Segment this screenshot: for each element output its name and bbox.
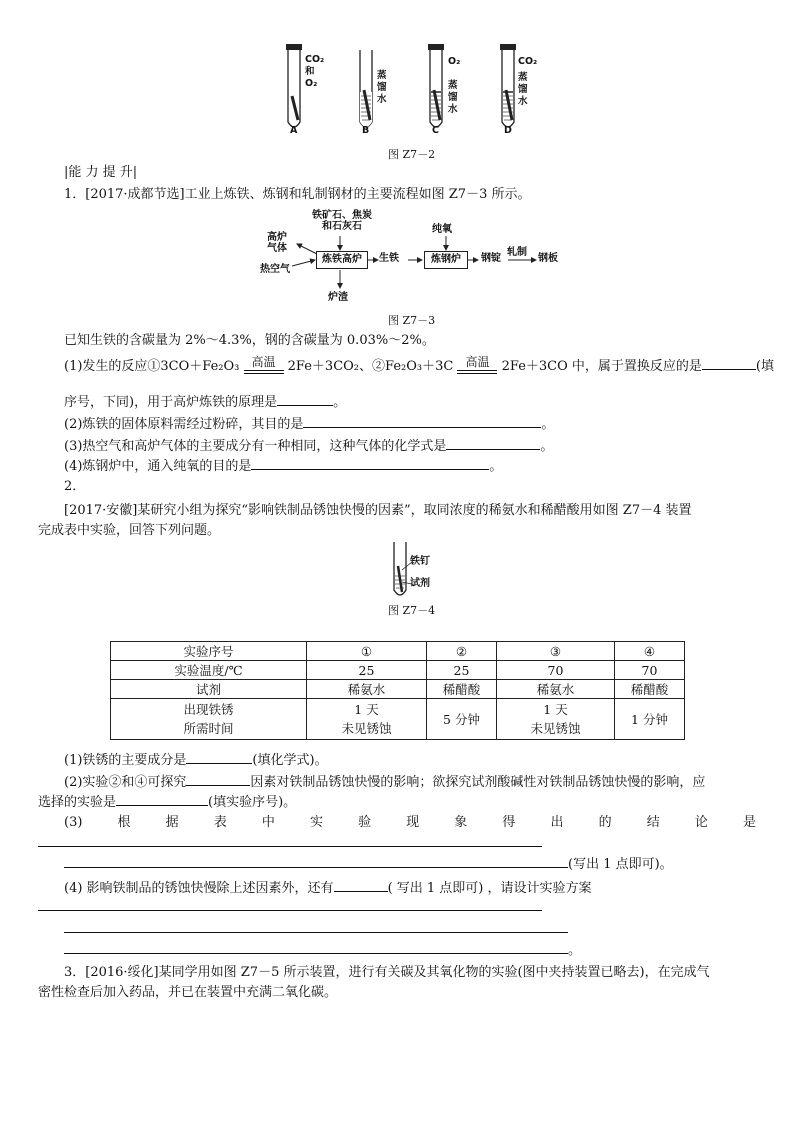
test-tube-c (428, 44, 444, 127)
q2-answer-line-1[interactable] (38, 846, 542, 847)
flow-rolling: 轧制 (507, 247, 527, 258)
flow-slag: 炉渣 (328, 292, 348, 303)
q2-answer-line-2[interactable] (64, 854, 568, 868)
q2-part3-spaced: (3) 根 据 表 中 实 验 现 象 得 出 的 结 论 是 (64, 815, 756, 830)
q1-part1-line1: (1)发生的反应①3CO＋Fe₂O₃ 高温 2Fe＋3CO₂、②Fe₂O₃＋3C 高温 2Fe＋3CO 中，属于置换反应的是 (填 (64, 355, 774, 374)
cell-temp-2: 25 (427, 661, 497, 680)
tube-b-letter: B (362, 125, 370, 136)
q2-blank-4[interactable] (334, 878, 388, 892)
q2-part2-line1: (2)实验②和④可探究 因素对铁制品锈蚀快慢的影响；欲探究试剂酸碱性对铁制品锈蚀快慢的影响，应 (64, 772, 705, 792)
cell-temp-4: 70 (615, 661, 685, 680)
tube-b-content: 蒸 馏 水 (377, 70, 387, 105)
q1-part1-line2: 序号，下同)，用于高炉炼铁的原理是 。 (64, 392, 346, 412)
q2-number: 2． (64, 479, 86, 494)
figure-caption-z7-4: 图 Z7－4 (388, 604, 436, 617)
nail-test-tube (388, 540, 428, 602)
tube-c-content: 蒸 馏 水 (448, 80, 458, 115)
tube-a-letter: A (290, 125, 298, 136)
tube-a-content: CO₂ 和 O₂ (305, 54, 325, 89)
flow-pure-oxygen: 纯氧 (432, 224, 452, 235)
cell-time-3: 1 天 未见锈蚀 (497, 699, 615, 740)
q1-part2: (2)炼铁的固体原料需经过粉碎，其目的是 。 (64, 414, 554, 434)
q1-known: 已知生铁的含碳量为 2%～4.3%，钢的含碳量为 0.03%～2%。 (64, 333, 435, 348)
fig-reagent-label: 试剂 (410, 578, 430, 589)
cell-reagent-3: 稀氨水 (497, 680, 615, 699)
flow-arrows (250, 208, 580, 308)
flow-plate: 钢板 (538, 253, 558, 264)
q1-stem: 1．[2017·成都节选]工业上炼铁、炼钢和轧制钢材的主要流程如图 Z7－3 所示。 (64, 187, 531, 202)
q1-blank-3[interactable] (303, 414, 541, 428)
test-tube-a (286, 44, 302, 127)
flow-hot-air: 热空气 (260, 264, 290, 275)
q2-stem-line1: [2017·安徽]某研究小组为探究“影响铁制品锈蚀快慢的因素”，取同浓度的稀氨水和稀醋酸用如图 Z7－4 装置 (64, 503, 692, 518)
q2-part1: (1)铁锈的主要成分是 (填化学式)。 (64, 750, 328, 770)
q2-part3-end: (写出 1 点即可)。 (64, 854, 673, 874)
row-head-temp: 实验温度/℃ (111, 661, 307, 680)
q2-answer-line-5[interactable] (64, 940, 568, 954)
q2-blank-3[interactable] (116, 792, 208, 806)
q1-blank-4[interactable] (446, 436, 540, 450)
tube-d-content: 蒸 馏 水 (518, 72, 528, 107)
cell-time-2: 5 分钟 (427, 699, 497, 740)
tube-d-letter: D (504, 125, 512, 136)
q2-answer-line-3[interactable] (38, 910, 542, 911)
q1-blank-5[interactable] (251, 456, 489, 470)
cell-id-1: ① (307, 642, 427, 661)
flow-ingot: 钢锭 (481, 253, 501, 264)
cell-time-4: 1 分钟 (615, 699, 685, 740)
q1-blank-1[interactable] (702, 356, 756, 370)
reaction-condition-1: 高温 (244, 356, 284, 376)
q2-part4-end: 。 (64, 940, 581, 960)
fig-nail-label: 铁钉 (410, 556, 430, 567)
flow-furnace-gas: 高炉 气体 (267, 232, 287, 254)
cell-time-1: 1 天 未见锈蚀 (307, 699, 427, 740)
tube-d-gas: CO₂ (518, 56, 538, 67)
cell-reagent-2: 稀醋酸 (427, 680, 497, 699)
tube-c-letter: C (432, 125, 439, 136)
figure-caption-z7-3: 图 Z7－3 (388, 314, 436, 327)
cell-reagent-1: 稀氨水 (307, 680, 427, 699)
row-head-id: 实验序号 (111, 642, 307, 661)
q2-stem-line2: 完成表中实验，回答下列问题。 (38, 523, 221, 538)
cell-temp-1: 25 (307, 661, 427, 680)
reaction-condition-2: 高温 (457, 356, 497, 376)
q1-part3: (3)热空气和高炉气体的主要成分有一种相同，这种气体的化学式是 。 (64, 436, 553, 456)
q2-part4: (4) 影响铁制品的锈蚀快慢除上述因素外，还有 ( 写出 1 点即可) ，请设计实验方案 (64, 878, 592, 898)
q1-part4: (4)炼钢炉中，通入纯氧的目的是 。 (64, 456, 502, 476)
cell-id-4: ④ (615, 642, 685, 661)
q1-blank-2[interactable] (277, 392, 333, 406)
row-head-reagent: 试剂 (111, 680, 307, 699)
flow-pig-iron: 生铁 (379, 253, 399, 264)
cell-temp-3: 70 (497, 661, 615, 680)
q2-answer-line-4[interactable] (64, 932, 568, 933)
q3-line1: 3．[2016·绥化]某同学用如图 Z7－5 所示装置，进行有关碳及其氧化物的实验(图中夹持装置已略去)，在完成气 (64, 965, 710, 980)
cell-id-2: ② (427, 642, 497, 661)
table-row (111, 680, 685, 699)
test-tube-d (500, 44, 516, 127)
flow-steel-furnace: 炼钢炉 (424, 251, 468, 269)
table-row (111, 661, 685, 680)
section-title: |能 力 提 升| (64, 165, 138, 180)
experiment-table (110, 641, 685, 740)
cell-reagent-4: 稀醋酸 (615, 680, 685, 699)
table-row (111, 699, 685, 740)
cell-id-3: ③ (497, 642, 615, 661)
figure-caption-z7-2: 图 Z7－2 (388, 148, 436, 161)
q2-part2-line2: 选择的实验是 (填实验序号)。 (38, 792, 296, 812)
q2-blank-1[interactable] (186, 750, 252, 764)
flow-blast-furnace: 炼铁高炉 (316, 251, 368, 269)
table-row (111, 642, 685, 661)
test-tube-b (360, 50, 372, 127)
q3-line2: 密性检查后加入药品，并已在装置中充满二氧化碳。 (38, 985, 338, 1000)
tube-c-gas: O₂ (448, 56, 461, 67)
row-head-time: 出现铁锈 所需时间 (111, 699, 307, 740)
q2-blank-2[interactable] (186, 772, 250, 786)
flow-raw-materials: 铁矿石、焦炭 和石灰石 (312, 210, 372, 232)
